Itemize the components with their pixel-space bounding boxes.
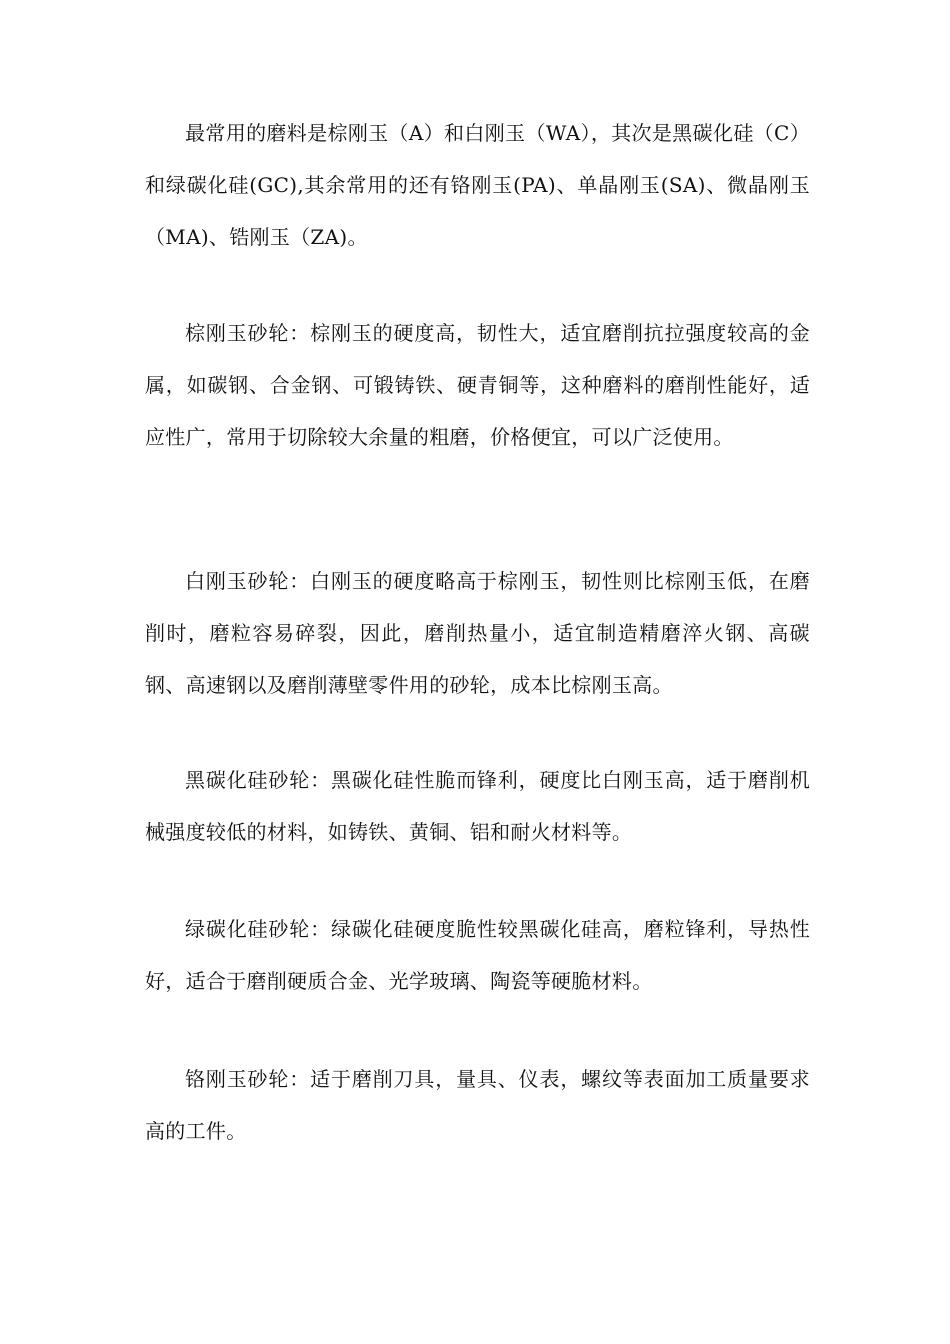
paragraph-chrome-corundum-wheel: 铬刚玉砂轮：适于磨削刀具，量具、仪表，螺纹等表面加工质量要求高的工件。 <box>145 1067 810 1143</box>
paragraph-green-silicon-carbide-wheel: 绿碳化硅砂轮：绿碳化硅硬度脆性较黑碳化硅高，磨粒锋利，导热性好，适合于磨削硬质合金、光学玻璃、陶瓷等硬脆材料。 <box>145 917 810 993</box>
paragraph-black-silicon-carbide-wheel: 黑碳化硅砂轮：黑碳化硅性脆而锋利，硬度比白刚玉高，适于磨削机械强度较低的材料，如铸铁、黄铜、铝和耐火材料等。 <box>145 768 810 844</box>
paragraph-white-corundum-wheel: 白刚玉砂轮：白刚玉的硬度略高于棕刚玉，韧性则比棕刚玉低，在磨削时，磨粒容易碎裂，因此，磨削热量小，适宜制造精磨淬火钢、高碳钢、高速钢以及磨削薄壁零件用的砂轮，成本比棕刚玉高。 <box>145 569 810 697</box>
paragraph-abrasive-overview: 最常用的磨料是棕刚玉（A）和白刚玉（WA），其次是黑碳化硅（C）和绿碳化硅(GC),其余常用的还有铬刚玉(PA)、单晶刚玉(SA)、微晶刚玉（MA)、锆刚玉（ZA)。 <box>145 121 810 249</box>
paragraph-brown-corundum-wheel: 棕刚玉砂轮：棕刚玉的硬度高，韧性大，适宜磨削抗拉强度较高的金属，如碳钢、合金钢、可锻铸铁、硬青铜等，这种磨料的磨削性能好，适应性广，常用于切除较大余量的粗磨，价格便宜，可以广泛使用。 <box>145 321 810 449</box>
